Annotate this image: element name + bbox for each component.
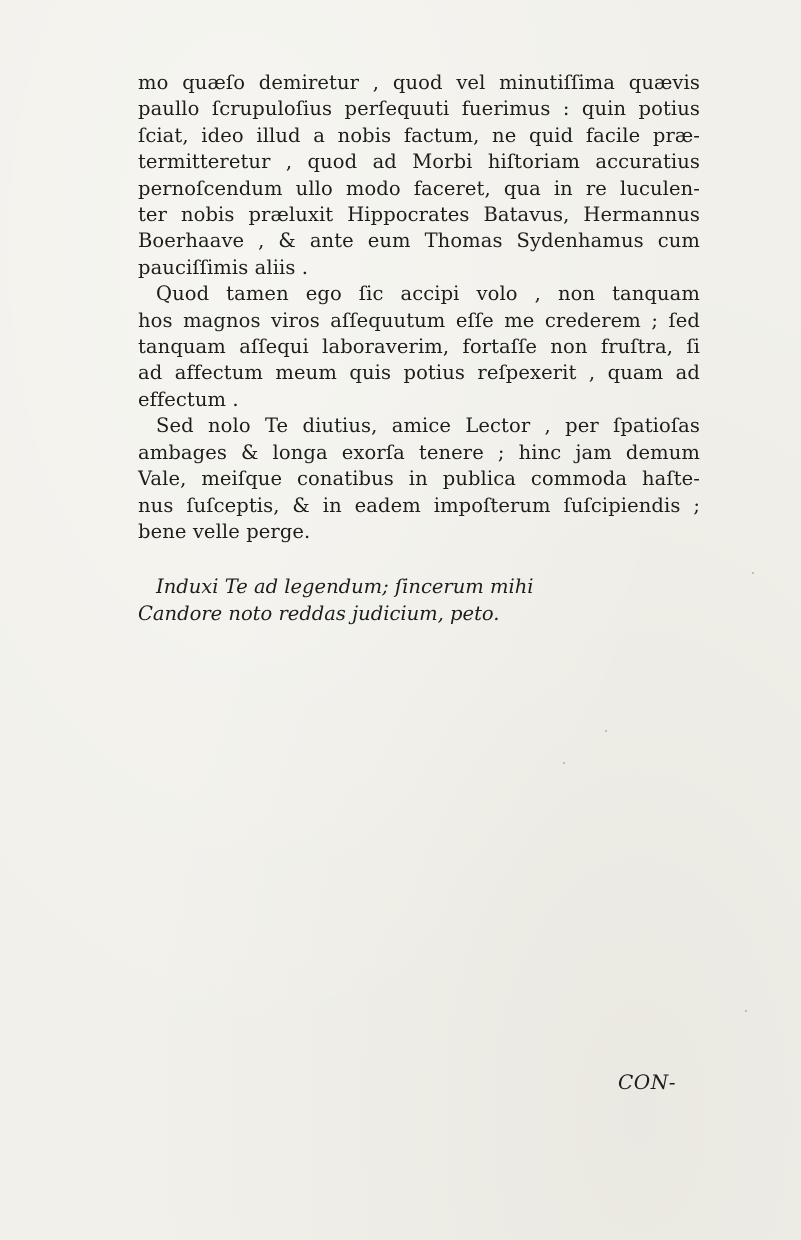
paper-speck [605, 730, 607, 732]
paper-speck [563, 762, 565, 764]
paragraph-1 [138, 70, 700, 281]
text-line: mo quæſo demiretur , quod vel minutiſſima quævis [138, 71, 700, 94]
text-line: bene velle perge. [138, 519, 311, 543]
text-line: termitteretur , quod ad Morbi hiſtoriam accuratius [138, 150, 700, 174]
paragraph-2 [138, 281, 700, 413]
text-line: ter nobis præluxit Hippocrates Batavus, Hermannus [138, 203, 700, 227]
catchword: CON- [618, 1070, 676, 1094]
closing-line-2: Candore noto reddas judicium, peto. [138, 602, 500, 626]
text-line: ambages & longa exorſa tenere ; hinc jam demum [138, 440, 700, 464]
text-line: Boerhaave , & ante eum Thomas Sydenhamus cum [138, 229, 700, 253]
text-line: pauciſſimis aliis . [138, 255, 309, 279]
text-line: pernoſcendum ullo modo faceret, qua in re luculen- [138, 176, 700, 200]
text-line: tanquam aſſequi laboraverim, fortaſſe non fruſtra, ſi [138, 335, 700, 359]
paper-speck [752, 572, 754, 574]
text-line: Quod tamen ego ſic accipi volo , non tanquam [156, 282, 700, 306]
closing-line-1: Induxi Te ad legendum; ſincerum mihi [156, 575, 534, 599]
text-line: hos magnos viros aſſequutum eſſe me crederem ; ſed [138, 308, 700, 332]
text-line: ſciat, ideo illud a nobis factum, ne quid facile præ- [138, 123, 700, 147]
text-line: Vale, meiſque conatibus in publica commoda haſte- [138, 467, 700, 491]
body-text [138, 70, 700, 627]
text-line: ad affectum meum quis potius reſpexerit , quam ad [138, 361, 700, 385]
closing-verse [138, 573, 700, 627]
text-line: nus ſuſceptis, & in eadem impoſterum ſuſcipiendis ; [138, 493, 700, 517]
paragraph-3 [138, 413, 700, 545]
text-line: paullo ſcrupuloſius perſequuti fuerimus : quin potius [138, 97, 700, 121]
paper-speck [745, 1010, 747, 1012]
text-line: Sed nolo Te diutius, amice Lector , per ſpatioſas [156, 414, 700, 438]
text-line: effectum . [138, 387, 239, 411]
